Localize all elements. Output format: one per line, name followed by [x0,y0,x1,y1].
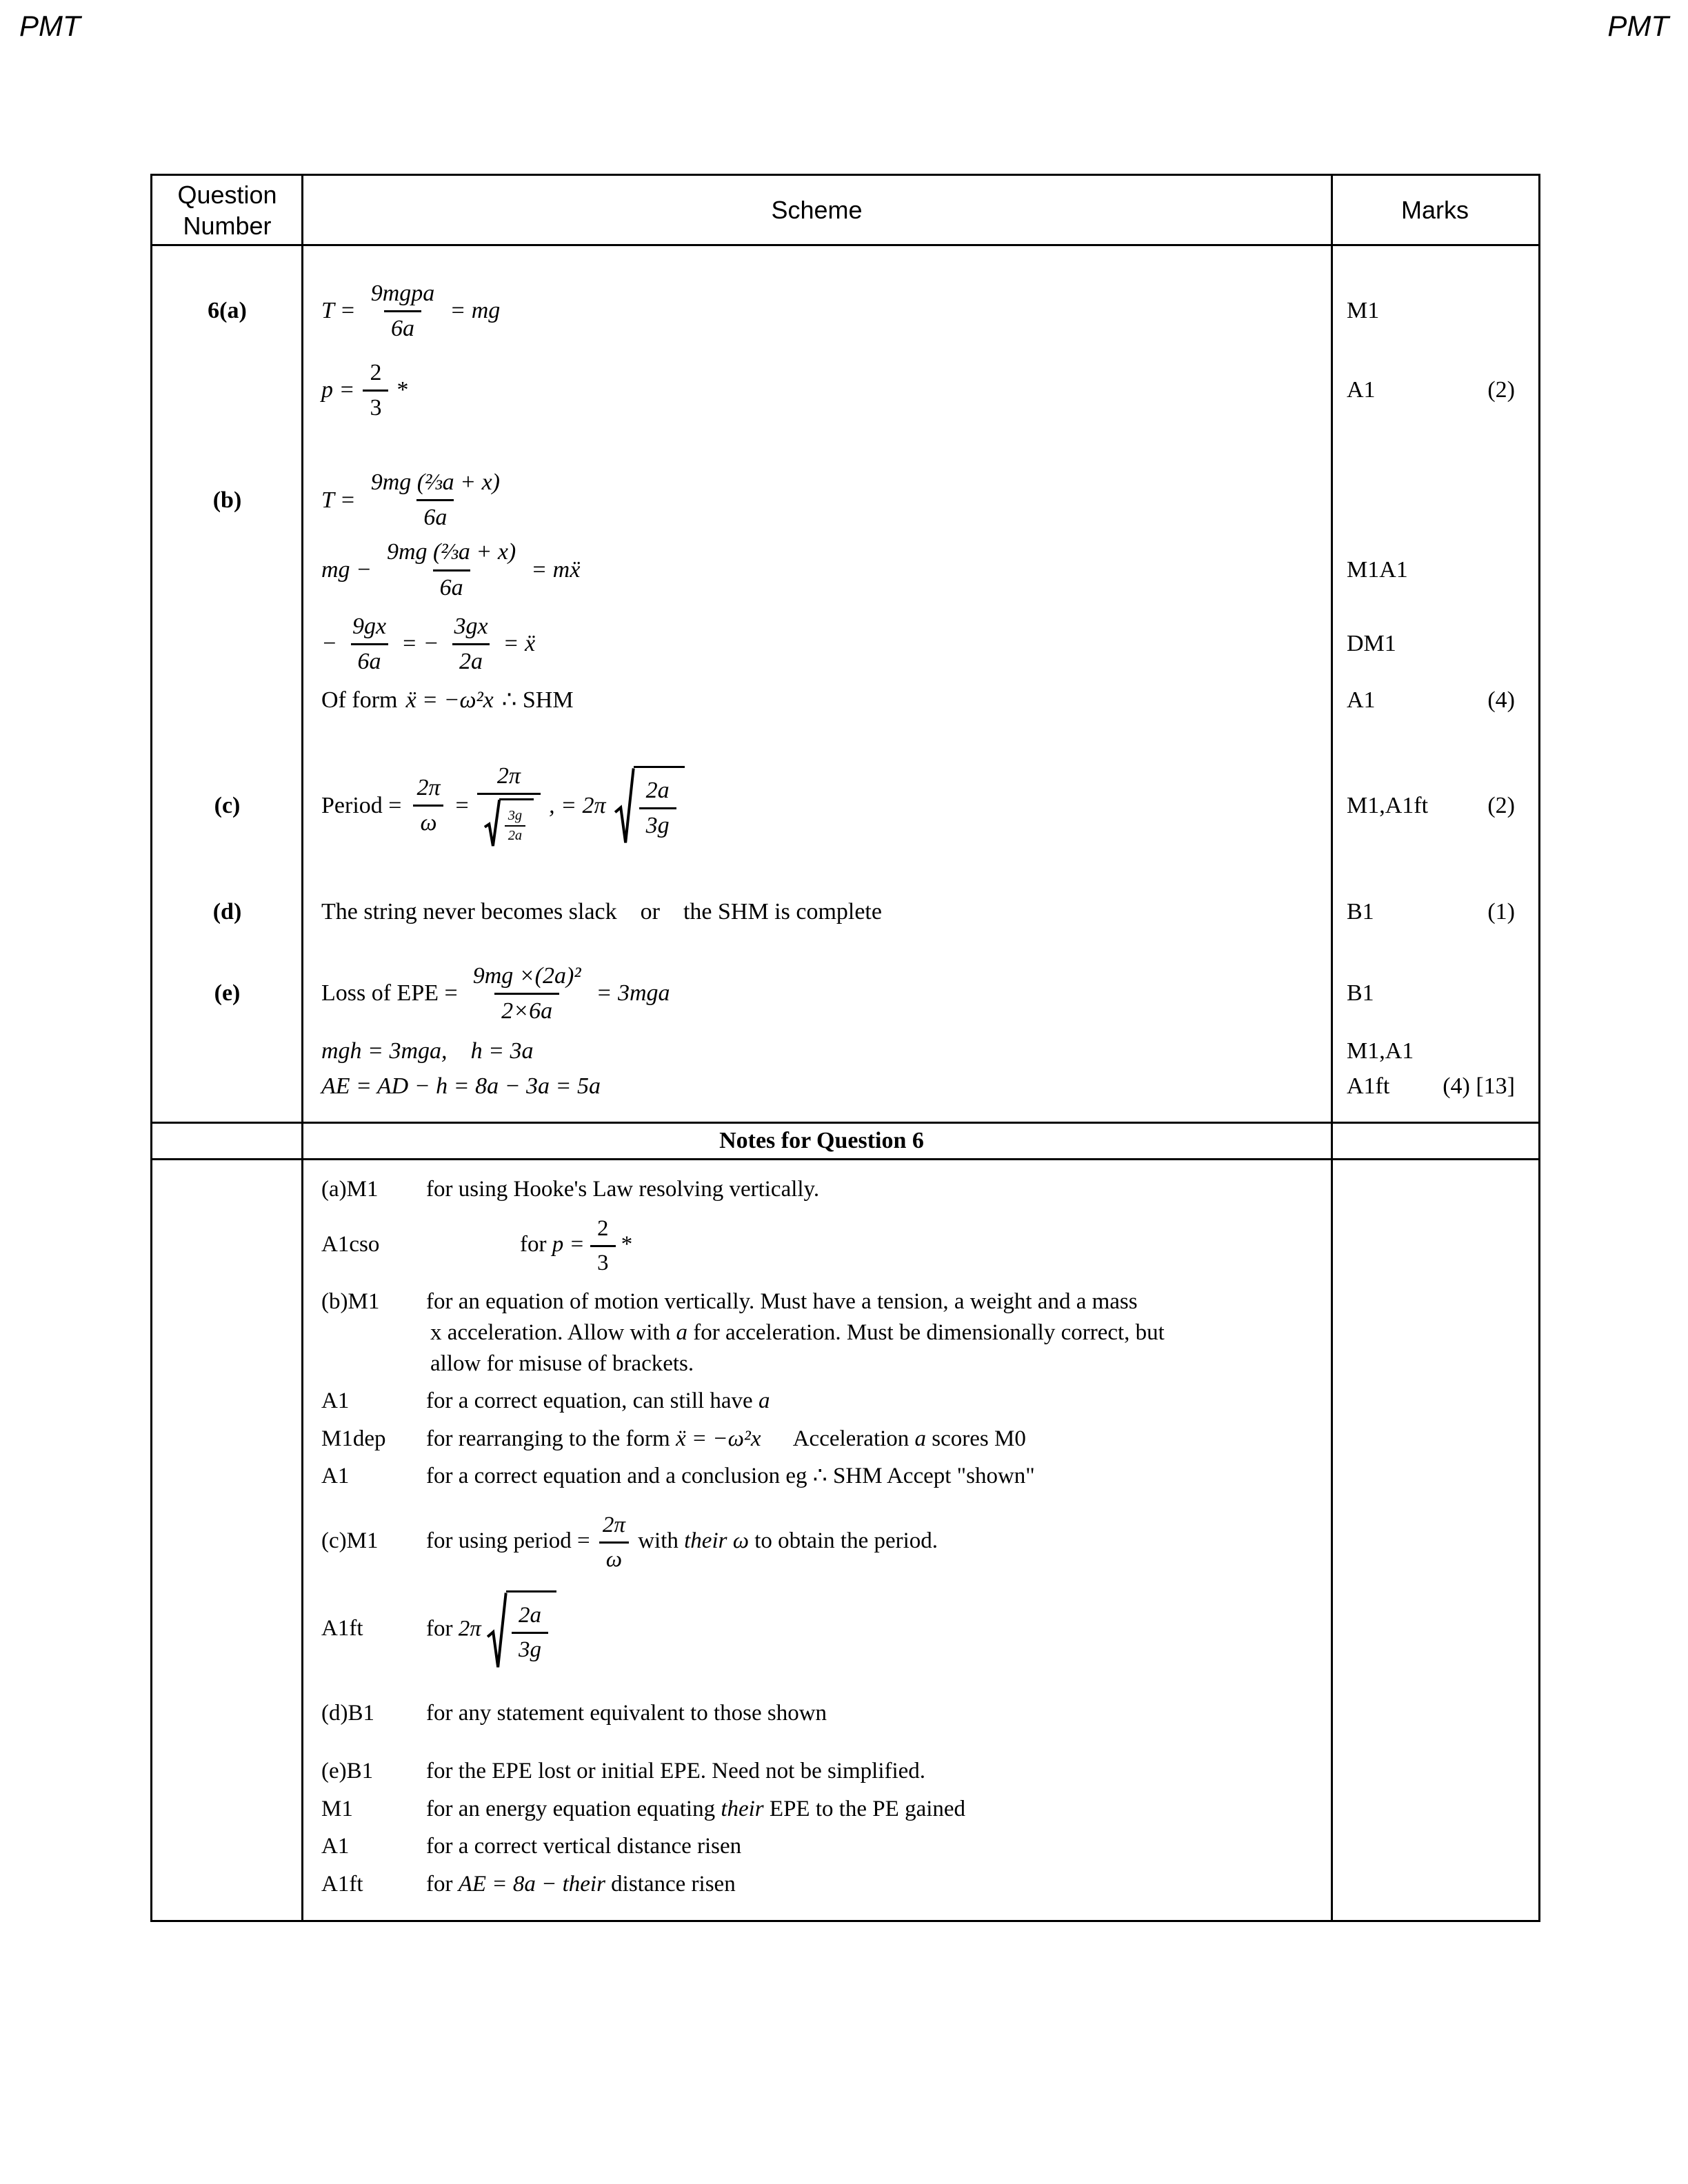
square-root [614,766,685,846]
mark-count: (2) [1487,792,1515,818]
ae-result: AE = AD − h = 8a − 3a = 5a [321,1073,601,1099]
mark-tag: A1ft [321,1871,363,1897]
scheme-6d [302,898,1332,927]
formula-post: = mẍ [531,556,581,583]
note-b-m1: (b)M1 for an equation of motion vertically. Must have a tension, a weight and a mass x acceleration. Allow with a for acceleration. Must be dimensionally correct, but allow for misuse of brackets. [321,1286,1315,1379]
question-label-6b: (b) [212,487,242,513]
notes-title-left-cell [152,1124,302,1158]
mark-tag: A1ft [321,1616,363,1641]
mark-count: (2) [1487,377,1515,403]
fraction: $\frac{9gx}{6a}$ [345,614,393,675]
note-c-m1: (c)M1 for using period = $\frac{2\pi}{\omega}$ with their ω to obtain the period. [321,1512,938,1572]
scheme-6a-line1 [302,281,1332,342]
formula-pre: mg − [321,556,372,583]
column-divider [1331,176,1333,1920]
equals-sign: = [455,792,469,818]
scheme-6c [302,763,1332,848]
marks-6e-line2 [1332,1037,1538,1066]
formula-pre: T = [321,487,356,513]
scheme-6b-line4 [302,686,1332,716]
scheme-6a-line2 [302,360,1332,421]
mark-label: B1 [1347,980,1374,1007]
mark-label: DM1 [1347,630,1396,656]
note-a-a1cso: A1cso for p = $\frac{2}{3}$ * [321,1215,633,1275]
fraction: $\frac{\text{9mg ×(2a)²}}{2\times 6a}$ [472,962,581,1024]
fraction: $\frac{\text{9mg (⅔a + x)}}{6a}$ [370,469,500,531]
square-root [487,1590,556,1670]
mark-tag: (a)M1 [321,1177,379,1202]
marks-6a-line2 [1332,360,1538,421]
question-label-6e: (e) [214,980,241,1007]
marks-6e-line1 [1332,963,1538,1024]
formula-post: = mg [450,298,501,324]
note-b-a1: A1 for a correct equation, can still have a [321,1386,1315,1417]
marks-6d [1332,898,1538,927]
note-b-a1-2: A1 for a correct equation and a conclusion eg ∴ SHM Accept "shown" [321,1461,1315,1492]
radical-icon [487,1590,508,1670]
mark-tag: M1 [321,1796,353,1821]
scheme-6b-line1 [302,469,1332,531]
header-marks: Marks [1401,196,1469,224]
question-label-empty [152,1037,302,1066]
marks-6e-line3 [1332,1072,1538,1102]
mark-count: (4) [1487,687,1515,713]
therefore-shm: ∴ SHM [501,687,574,713]
mark-label: M1 [1347,298,1380,324]
of-form-label: Of form [321,687,398,713]
note-e-a1: A1 for a correct vertical distance risen [321,1831,1315,1862]
fraction: $\frac{2\pi}{\frac{3g}{2a}}$ [477,763,541,848]
note-c-a1ft: A1ft for 2π $\frac{2a}{3g}$ [321,1590,1315,1670]
mark-label: M1A1 [1347,556,1408,583]
scheme-6e-line3 [302,1072,1332,1102]
formula-post: = 3mga [596,980,670,1007]
notes-title-right-cell [1332,1124,1538,1158]
fraction: $\frac{2a}{3g}$ [512,1603,548,1663]
marks-6b-line2 [1332,539,1538,600]
mark-tag: M1dep [321,1426,386,1451]
radical-icon [614,766,635,846]
energy-equation: mgh = 3mga, [321,1038,448,1064]
comma-equals: , = 2π [549,792,606,818]
square-root [484,798,534,848]
notes-marks-cell [1332,1160,1538,1920]
height-result: h = 3a [470,1038,534,1064]
notes-left-cell [152,1160,302,1920]
question-label-6d: (d) [212,899,242,925]
notes-title: Notes for Question 6 [719,1127,924,1153]
formula-pre: T = [321,298,356,324]
question-label-6c: (c) [214,792,241,818]
shm-equation: ẍ = −ω²x [405,687,494,713]
mark-label: A1ft [1347,1073,1390,1099]
formula-mid: = − [401,630,439,656]
fraction: $\frac{\text{9mgpa}}{6a}$ [370,281,435,342]
fraction: $\frac{2a}{3g}$ [639,778,676,839]
question-label-6a: 6(a) [208,298,247,324]
marks-6b-line4 [1332,686,1538,716]
mark-tag: (d)B1 [321,1700,374,1726]
note-e-b1: (e)B1 for the EPE lost or initial EPE. Need not be simplified. [321,1756,1315,1787]
minus-sign: − [321,630,337,656]
mark-label: M1,A1ft [1347,792,1429,818]
period-label: Period = [321,792,402,818]
formula-post: = ẍ [503,630,536,656]
statement-1: The string never becomes slack [321,899,617,925]
mark-tag: (e)B1 [321,1759,374,1784]
mark-scheme-table [150,174,1540,1922]
fraction: $\frac{3g}{2a}$ [505,808,525,844]
loss-of-epe-label: Loss of EPE = [321,980,458,1007]
mark-label: A1 [1347,377,1376,403]
star-annotation: * [396,377,409,403]
marks-6c [1332,763,1538,848]
marks-6a-line1 [1332,281,1538,342]
notes-content [302,1160,1332,1920]
question-label-empty [152,614,302,675]
scheme-6b-line2 [302,539,1332,600]
header-question-number: Question Number [177,180,277,240]
mark-label: M1,A1 [1347,1038,1414,1064]
mark-tag: A1cso [321,1231,380,1257]
formula-pre: p = [321,377,355,403]
fraction: $\frac{2\pi}{\omega}$ [410,775,447,836]
header-scheme: Scheme [771,196,863,224]
fraction: $\frac{2\pi}{\omega}$ [596,1513,632,1573]
column-divider [301,176,303,1920]
fraction: $\frac{2}{3}$ [590,1216,616,1276]
question-label-empty [152,539,302,600]
note-e-a1ft: A1ft for AE = 8a − their distance risen [321,1869,1315,1900]
note-a-m1: (a)M1 for using Hooke's Law resolving vertically. [321,1174,1315,1205]
question-label-empty [152,1072,302,1102]
or-word: or [640,899,660,925]
mark-tag: (c)M1 [321,1528,379,1553]
question-label-empty [152,686,302,716]
fraction: $\frac{3gx}{2a}$ [447,614,494,675]
mark-label: B1 [1347,899,1374,925]
mark-tag: A1 [321,1464,350,1489]
fraction: $\frac{\text{9mg (⅔a + x)}}{6a}$ [387,539,516,600]
mark-count: (1) [1487,899,1515,925]
scheme-6e-line1 [302,963,1332,1024]
statement-2: the SHM is complete [683,899,882,925]
marks-6b-line1 [1332,469,1538,531]
pmt-watermark-right: PMT [1607,10,1669,42]
scheme-6e-line2 [302,1037,1332,1066]
mark-tag: A1 [321,1388,350,1414]
radical-icon [484,798,501,848]
pmt-watermark-left: PMT [19,10,81,42]
mark-tag: A1 [321,1834,350,1859]
note-b-m1dep: M1dep for rearranging to the form ẍ = −ω²x Acceleration a scores M0 [321,1424,1315,1455]
note-e-m1: M1 for an energy equation equating their EPE to the PE gained [321,1794,1315,1825]
scheme-6b-line3 [302,614,1332,675]
marks-6b-line3 [1332,614,1538,675]
fraction: $\frac{2}{3}$ [363,360,388,421]
mark-count: (4) [13] [1443,1073,1515,1099]
question-label-empty [152,360,302,421]
mark-label: A1 [1347,687,1376,713]
note-d-b1: (d)B1 for any statement equivalent to those shown [321,1698,1315,1729]
mark-tag: (b)M1 [321,1289,380,1315]
